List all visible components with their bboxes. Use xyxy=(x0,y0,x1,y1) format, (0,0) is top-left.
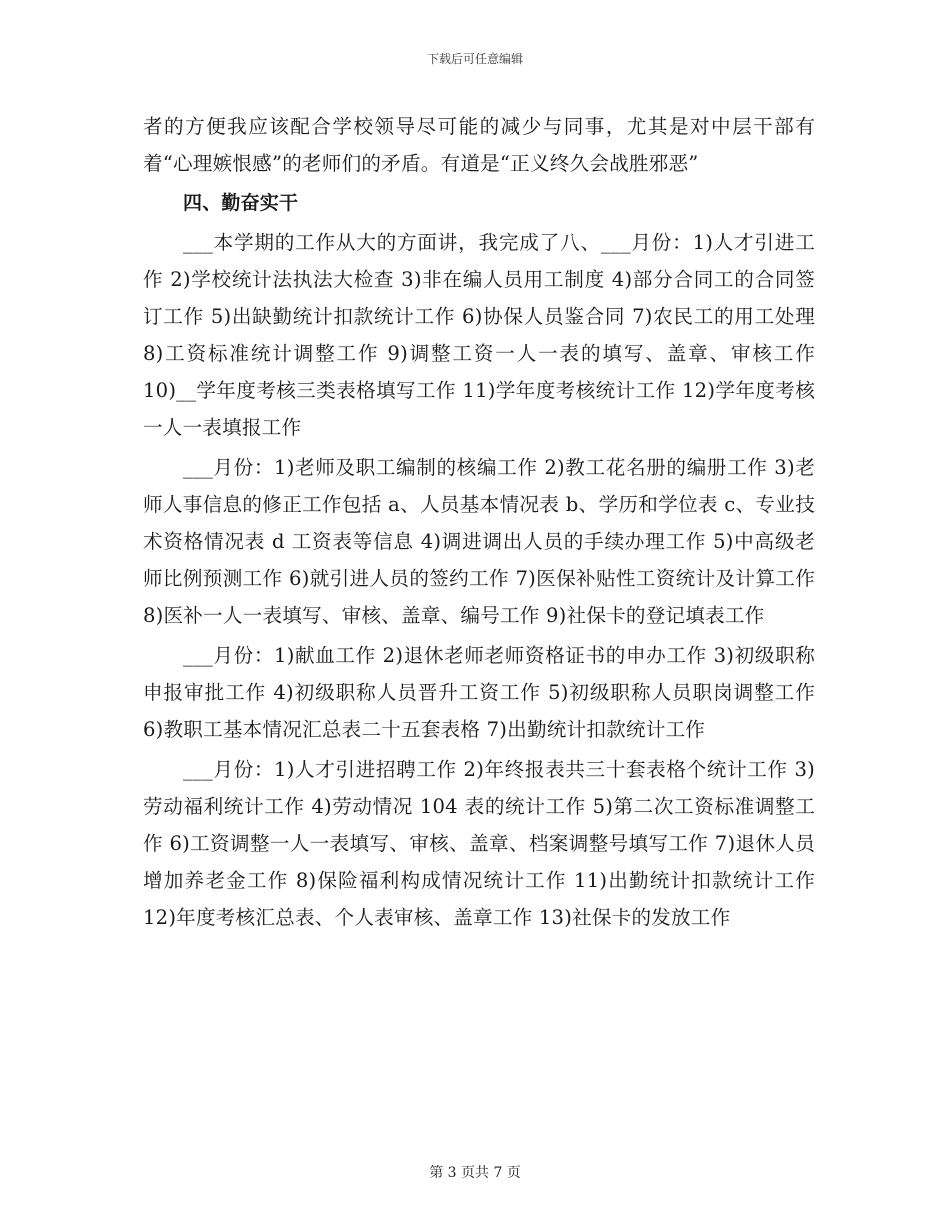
paragraph-continuation: 者的方便我应该配合学校领导尽可能的减少与同事，尤其是对中层干部有着“心理嫉恨感”的老师们的矛盾。有道是“正义终久会战胜邪恶” xyxy=(143,115,815,175)
paragraph-month-3: ___月份：1)献血工作 2)退休老师老师资格证书的申办工作 3)初级职称申报审批工作 4)初级职称人员晋升工资工作 5)初级职称人员职岗调整工作 6)教职工基本情况汇总表二十五套表格 7)出勤统计扣款统计工作 xyxy=(143,644,815,741)
paragraph-month-2: ___月份：1)老师及职工编制的核编工作 2)教工花名册的编册工作 3)老师人事信息的修正工作包括 a、人员基本情况表 b、学历和学位表 c、专业技术资格情况表 d 工资表等信息 4)调进调出人员的手续办理工作 5)中高级老师比例预测工作 6)就引进人员的签约工作 7)医保补贴性工资统计及计算工作 8)医补一人一表填写、审核、盖章、编号工作 9)社保卡的登记填表工作 xyxy=(143,456,815,627)
paragraph-semester-summary: ___本学期的工作从大的方面讲，我完成了八、___月份：1)人才引进工作 2)学校统计法执法大检查 3)非在编人员用工制度 4)部分合同工的合同签订工作 5)出缺勤统计扣款统计工作 6)协保人员鉴合同 7)农民工的用工处理 8)工资标准统计调整工作 9)调整工资一人一表的填写、盖章、审核工作 10)__学年度考核三类表格填写工作 11)学年度考核统计工作 12)学年度考核一人一表填报工作 xyxy=(143,231,815,439)
page-header: 下载后可任意编辑 xyxy=(426,52,523,66)
section-heading: 四、勤奋实干 xyxy=(183,192,299,214)
page-footer: 第 3 页共 7 页 xyxy=(429,1165,521,1181)
document-body xyxy=(143,108,815,939)
paragraph-month-4: ___月份：1)人才引进招聘工作 2)年终报表共三十套表格个统计工作 3)劳动福利统计工作 4)劳动情况 104 表的统计工作 5)第二次工资标准调整工作 6)工资调整一人一表填写、审核、盖章、档案调整号填写工作 7)退休人员增加养老金工作 8)保险福利构成情况统计工作 11)出勤统计扣款统计工作 12)年度考核汇总表、个人表审核、盖章工作 13)社保卡的发放工作 xyxy=(143,758,815,929)
